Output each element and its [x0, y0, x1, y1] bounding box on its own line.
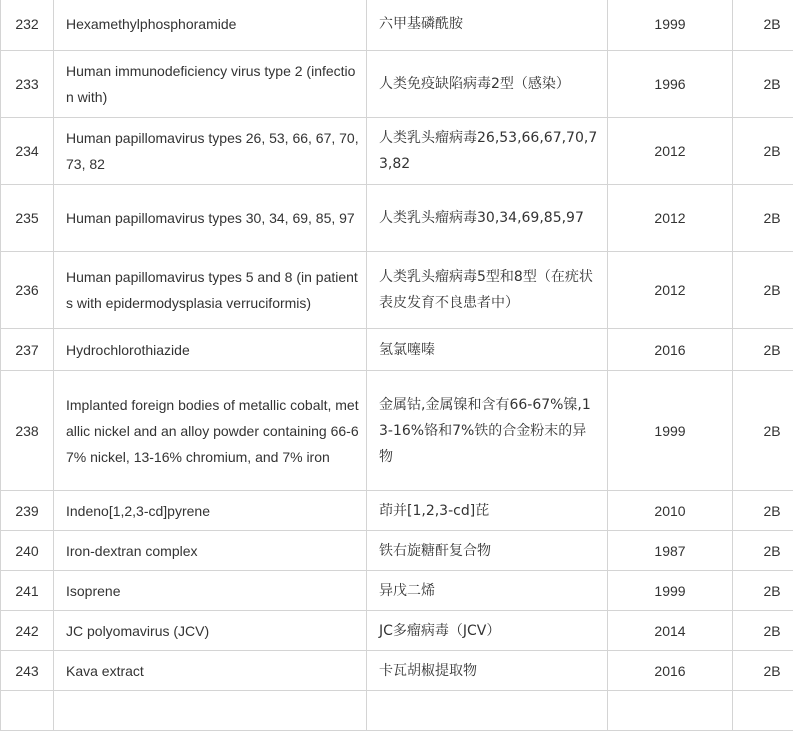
agent-name-cn: [367, 691, 608, 731]
agent-name-cn: 六甲基磷酰胺: [367, 0, 608, 51]
agent-name-cn: 铁右旋糖酐复合物: [367, 531, 608, 571]
agent-name-en: Indeno[1,2,3-cd]pyrene: [54, 491, 367, 531]
evaluation-year: [608, 691, 733, 731]
row-number: 234: [1, 118, 54, 185]
table-row: [1, 491, 793, 531]
group-classification: 2B: [733, 571, 793, 611]
group-classification: 2B: [733, 371, 793, 491]
evaluation-year: 2012: [608, 185, 733, 252]
group-classification: 2B: [733, 252, 793, 329]
table-row: [1, 252, 793, 329]
evaluation-year: 1999: [608, 571, 733, 611]
agent-name-en: Hydrochlorothiazide: [54, 329, 367, 371]
table-row: [1, 0, 793, 51]
group-classification: 2B: [733, 51, 793, 118]
evaluation-year: 2010: [608, 491, 733, 531]
agent-name-cn: 氢氯噻嗪: [367, 329, 608, 371]
agent-name-en: Hexamethylphosphoramide: [54, 0, 367, 51]
evaluation-year: 2016: [608, 651, 733, 691]
group-classification: 2B: [733, 118, 793, 185]
row-number: [1, 691, 54, 731]
evaluation-year: 2012: [608, 252, 733, 329]
evaluation-year: 1996: [608, 51, 733, 118]
evaluation-year: 1987: [608, 531, 733, 571]
agent-name-cn: JC多瘤病毒（JCV）: [367, 611, 608, 651]
group-classification: 2B: [733, 611, 793, 651]
agent-name-cn: 金属钴,金属镍和含有66-67%镍,13-16%铬和7%铁的合金粉末的异物: [367, 371, 608, 491]
agent-name-cn: 人类免疫缺陷病毒2型（感染）: [367, 51, 608, 118]
row-number: 241: [1, 571, 54, 611]
row-number: 238: [1, 371, 54, 491]
agent-name-cn: 异戊二烯: [367, 571, 608, 611]
group-classification: 2B: [733, 185, 793, 252]
agent-name-en: Iron-dextran complex: [54, 531, 367, 571]
evaluation-year: 2012: [608, 118, 733, 185]
group-classification: 2B: [733, 491, 793, 531]
evaluation-year: 2016: [608, 329, 733, 371]
agent-name-cn: 人类乳头瘤病毒30,34,69,85,97: [367, 185, 608, 252]
row-number: 242: [1, 611, 54, 651]
agent-name-en: Kava extract: [54, 651, 367, 691]
row-number: 232: [1, 0, 54, 51]
table-row: [1, 329, 793, 371]
row-number: 239: [1, 491, 54, 531]
group-classification: 2B: [733, 329, 793, 371]
group-classification: 2B: [733, 531, 793, 571]
agent-name-cn: 茚并[1,2,3-cd]芘: [367, 491, 608, 531]
row-number: 233: [1, 51, 54, 118]
row-number: 237: [1, 329, 54, 371]
table-row: [1, 651, 793, 691]
table-row: [1, 691, 793, 731]
agent-name-cn: 人类乳头瘤病毒26,53,66,67,70,73,82: [367, 118, 608, 185]
table-row: [1, 185, 793, 252]
agent-name-en: Human papillomavirus types 30, 34, 69, 85, 97: [54, 185, 367, 252]
table-row: [1, 51, 793, 118]
row-number: 243: [1, 651, 54, 691]
row-number: 235: [1, 185, 54, 252]
group-classification: [733, 691, 793, 731]
agent-name-en: Human papillomavirus types 5 and 8 (in patients with epidermodysplasia verruciformis): [54, 252, 367, 329]
table-row: [1, 118, 793, 185]
agent-name-en: Implanted foreign bodies of metallic cobalt, metallic nickel and an alloy powder containing 66-67% nickel, 13-16% chromium, and 7% iron: [54, 371, 367, 491]
agent-name-en: Human immunodeficiency virus type 2 (infection with): [54, 51, 367, 118]
table-row: [1, 611, 793, 651]
table-row: [1, 371, 793, 491]
agent-name-cn: 人类乳头瘤病毒5型和8型（在疣状表皮发育不良患者中）: [367, 252, 608, 329]
group-classification: 2B: [733, 0, 793, 51]
group-classification: 2B: [733, 651, 793, 691]
agent-name-en: [54, 691, 367, 731]
agent-name-en: Human papillomavirus types 26, 53, 66, 67, 70, 73, 82: [54, 118, 367, 185]
agent-name-en: JC polyomavirus (JCV): [54, 611, 367, 651]
agent-name-cn: 卡瓦胡椒提取物: [367, 651, 608, 691]
evaluation-year: 1999: [608, 371, 733, 491]
agent-name-en: Isoprene: [54, 571, 367, 611]
row-number: 240: [1, 531, 54, 571]
row-number: 236: [1, 252, 54, 329]
table-row: [1, 531, 793, 571]
table-row: [1, 571, 793, 611]
evaluation-year: 1999: [608, 0, 733, 51]
evaluation-year: 2014: [608, 611, 733, 651]
